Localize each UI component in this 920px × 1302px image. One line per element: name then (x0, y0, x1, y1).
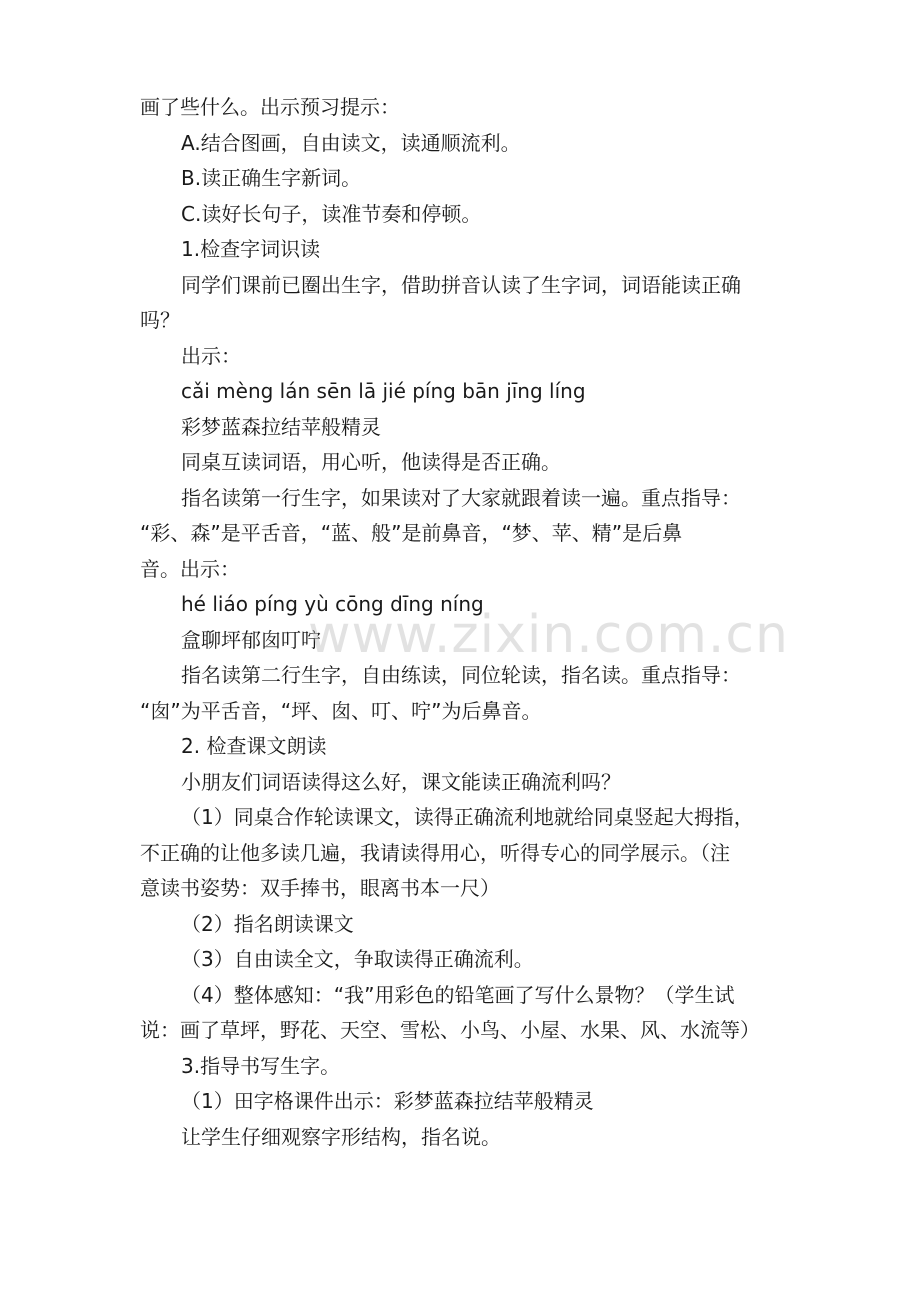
text-line: 指名读第二行生字，自由练读，同位轮读，指名读。重点指导： (181, 663, 741, 687)
text-line: 同学们课前已圈出生字，借助拼音认读了生字词，词语能读正确 (181, 272, 741, 297)
text-line: 不正确的让他多读几遍，我请读得用心，听得专心的同学展示。（注 (140, 840, 730, 865)
text-line: “彩、森”是平舌音，“蓝、般”是前鼻音，“梦、苹、精”是后鼻 (140, 521, 683, 545)
text-line: 吗？ (140, 308, 180, 332)
text-line: “囱”为平舌音，“坪、囱、叮、咛”为后鼻音。 (140, 698, 542, 723)
text-line: 小朋友们词语读得这么好，课文能读正确流利吗？ (181, 769, 621, 794)
text-line: 指名读第一行生字，如果读对了大家就跟着读一遍。重点指导： (181, 485, 741, 510)
watermark: www.zixin.com.cn (308, 605, 789, 665)
text-line: 同桌互读词语，用心听，他读得是否正确。 (181, 450, 561, 474)
text-line: 盒聊坪郁囱叮咛 (181, 627, 321, 652)
text-line: 说：画了草坪，野花、天空、雪松、小鸟、小屋、水果、风、水流等） (140, 1018, 760, 1042)
text-line: （1）田字格课件出示：彩梦蓝森拉结苹般精灵 (181, 1089, 594, 1113)
text-line: （2）指名朗读课文 (181, 911, 354, 936)
text-line: A.结合图画，自由读文，读通顺流利。 (181, 130, 521, 155)
text-line: cǎi mèng lán sēn lā jié píng bān jīng líng (181, 379, 586, 403)
text-line: C.读好长句子，读准节奏和停顿。 (181, 201, 482, 226)
text-line: 彩梦蓝森拉结苹般精灵 (181, 414, 381, 439)
text-line: hé liáo píng yù cōng dīng níng (181, 592, 484, 616)
text-line: （4）整体感知：“我”用彩色的铅笔画了写什么景物？（学生试 (181, 982, 735, 1007)
text-line: 画了些什么。出示预习提示： (140, 95, 400, 119)
lesson-text (140, 90, 780, 1155)
text-line: 意读书姿势：双手捧书，眼离书本一尺） (140, 876, 500, 900)
text-line: （1）同桌合作轮读课文，读得正确流利地就给同桌竖起大拇指， (181, 805, 754, 829)
text-line: 2. 检查课文朗读 (181, 734, 327, 758)
text-line: 1.检查字词识读 (181, 237, 321, 261)
text-line: （3）自由读全文，争取读得正确流利。 (181, 947, 534, 971)
text-line: 出示： (181, 343, 241, 368)
text-line: 让学生仔细观察字形结构，指名说。 (181, 1124, 501, 1149)
text-line: 3.指导书写生字。 (181, 1053, 341, 1078)
text-line: 音。出示： (140, 556, 240, 581)
text-line: B.读正确生字新词。 (181, 166, 362, 190)
